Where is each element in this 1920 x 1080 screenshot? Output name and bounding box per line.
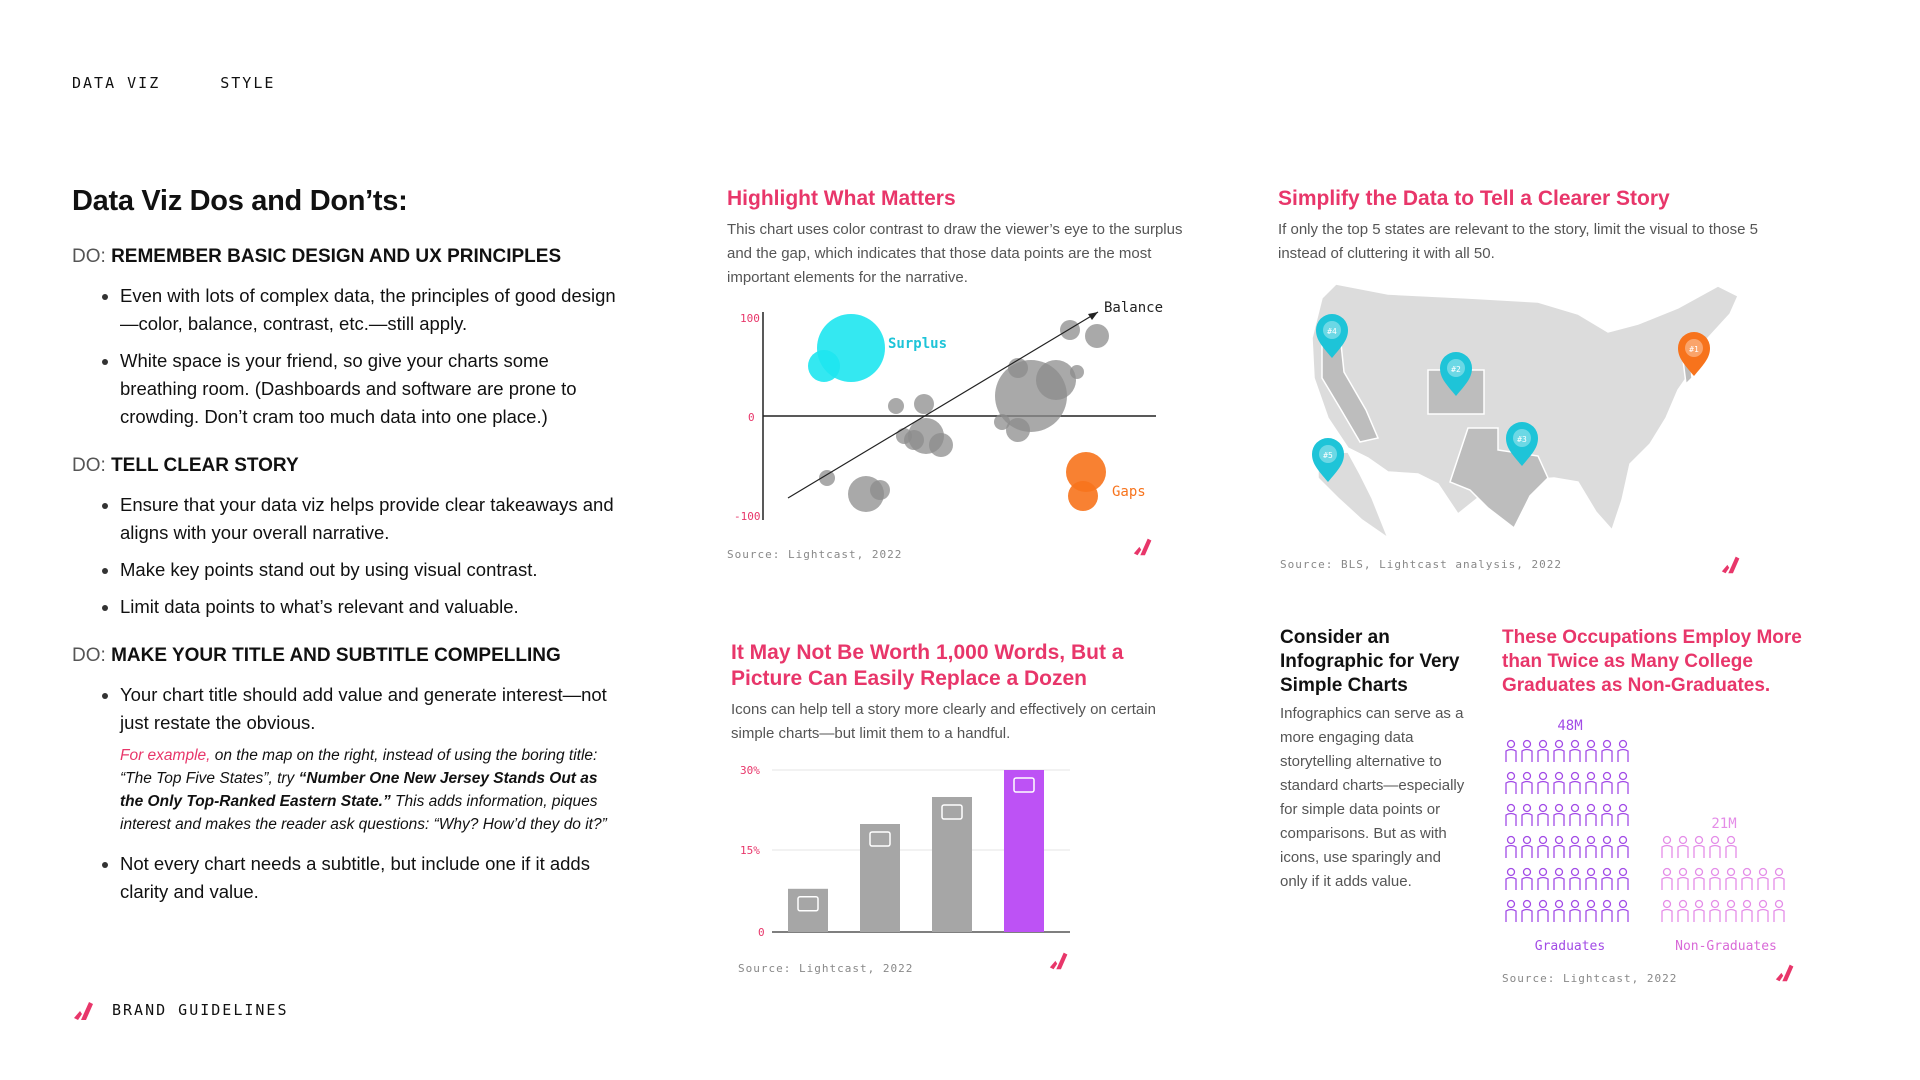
person-icon [1570,773,1580,795]
person-icon [1506,901,1516,923]
person-icon [1570,837,1580,859]
person-icon [1726,901,1736,923]
person-icon [1710,869,1720,891]
person-icon [1662,837,1672,859]
person-icon [1618,901,1628,923]
brand-logo-icon [1048,948,1072,972]
person-icon [1538,773,1548,795]
source-text: Source: BLS, Lightcast analysis, 2022 [1280,558,1563,571]
bullet-item: Ensure that your data viz helps provide clear takeaways and aligns with your overall narrative. [102,491,622,547]
person-icon [1538,837,1548,859]
section-title [72,645,622,906]
person-icon [1570,805,1580,827]
person-icon [1602,773,1612,795]
person-icon [1570,869,1580,891]
footer [72,998,289,1022]
person-icon [1774,869,1784,891]
value-label-non-graduates: 21M [1711,816,1737,832]
data-point [1070,365,1084,379]
person-icon [1678,869,1688,891]
person-icon [1570,741,1580,763]
person-icon [1522,837,1532,859]
person-icon [1554,901,1564,923]
data-point [914,394,934,414]
person-icon [1618,869,1628,891]
person-icon [1694,837,1704,859]
person-icon [1522,741,1532,763]
surplus-label: Surplus [888,336,948,352]
pin-label: #2 [1451,365,1461,374]
person-icon [1586,837,1596,859]
bullet-item: Your chart title should add value and generate interest—not just restate the obvious. [102,681,622,737]
example-lead: For example, [120,747,211,764]
pin-label: #4 [1327,327,1337,336]
y-tick: 30% [740,764,760,777]
bars [788,770,1044,932]
do-label: DO: [72,246,106,267]
card-title: These Occupations Employ More than Twice as Many College Graduates as Non-Graduates. [1502,627,1802,696]
data-point [1008,358,1028,378]
do-label: DO: [72,455,106,476]
person-icon [1506,741,1516,763]
page-title: Data Viz Dos and Don’ts: [72,185,408,217]
person-icon [1554,837,1564,859]
data-point [929,433,953,457]
brand-logo-icon [1720,552,1744,576]
data-point [888,398,904,414]
person-icon [1506,837,1516,859]
person-icon [1726,837,1736,859]
person-icon [1538,741,1548,763]
card-description: Icons can help tell a story more clearly and effectively on certain simple charts—but limit them to a handful. [731,701,1156,742]
card-simplify [1278,186,1778,266]
balance-label: Balance [1104,300,1164,316]
gap-point [1068,481,1098,511]
person-icon [1602,869,1612,891]
heading-text: TELL CLEAR STORY [111,455,299,476]
card-description: If only the top 5 states are relevant to the story, limit the visual to those 5 instead of cluttering it with all 50. [1278,221,1758,262]
bullet-list [102,282,622,431]
card-highlight [727,186,1197,290]
person-icon [1586,741,1596,763]
card-description: This chart uses color contrast to draw the viewer’s eye to the surplus and the gap, which indicates that those data points are the most important elements for the narrative. [727,221,1183,286]
person-icon [1602,805,1612,827]
graduates-icons [1506,741,1628,923]
person-icon [1554,773,1564,795]
card-description: Infographics can serve as a more engaging data storytelling alternative to standard charts—especially for simple data points or comparisons. But as with icons, use sparingly and only if it adds value. [1280,705,1465,890]
person-icon [1602,901,1612,923]
person-icon [1554,741,1564,763]
person-icon [1522,773,1532,795]
person-icon [1538,901,1548,923]
person-icon [1586,869,1596,891]
person-icon [1774,901,1784,923]
bullet-item: Not every chart needs a subtitle, but include one if it adds clarity and value. [102,850,622,906]
category-label: Graduates [1534,939,1606,954]
data-point [994,414,1010,430]
person-icon [1758,901,1768,923]
icon-bar-chart [730,756,1080,946]
heading-text: MAKE YOUR TITLE AND SUBTITLE COMPELLING [111,645,561,666]
person-icon [1538,805,1548,827]
person-icon [1678,837,1688,859]
person-icon [1554,869,1564,891]
y-tick: 0 [758,926,765,939]
bullet-item: White space is your friend, so give your charts some breathing room. (Dashboards and software are prone to crowding. Don’t cram too much data into one place.) [102,347,622,431]
person-icon [1694,869,1704,891]
section-heading [72,455,622,477]
pin-label: #3 [1517,435,1527,444]
trend-arrow [1088,312,1098,320]
pin-label: #5 [1323,451,1333,460]
person-icon [1618,805,1628,827]
card-occupations [1502,626,1822,698]
bar-train [932,797,972,932]
data-point [1060,320,1080,340]
person-icon [1602,837,1612,859]
person-icon [1618,773,1628,795]
person-icon [1506,869,1516,891]
example-text [120,744,622,836]
surplus-point [808,350,840,382]
person-icon [1586,805,1596,827]
section-story [72,455,622,621]
scatter-chart [720,290,1180,530]
do-label: DO: [72,645,106,666]
person-icon [1506,773,1516,795]
brand-logo-icon [72,998,98,1022]
card-title: Highlight What Matters [727,187,956,210]
person-icon [1726,869,1736,891]
top-nav [72,74,275,92]
bar-truck [1004,770,1044,932]
person-icon [1678,901,1688,923]
nav-item-style[interactable]: STYLE [220,74,276,92]
pin-label: #1 [1689,345,1699,354]
value-label-graduates: 48M [1557,718,1583,734]
nav-item-data-viz[interactable]: DATA VIZ [72,74,161,92]
person-icon [1742,901,1752,923]
person-icon [1586,773,1596,795]
person-icon [1662,869,1672,891]
person-icon [1742,869,1752,891]
y-tick: 15% [740,844,760,857]
footer-label: BRAND GUIDELINES [112,1001,289,1019]
people-infographic [1498,712,1808,962]
person-icon [1662,901,1672,923]
person-icon [1506,805,1516,827]
bullet-list [102,681,622,737]
section-heading [72,246,622,268]
card-infographic-text [1280,626,1470,894]
non-graduates-icons [1662,837,1784,923]
person-icon [1554,805,1564,827]
data-point [896,428,912,444]
person-icon [1522,901,1532,923]
bullet-item: Make key points stand out by using visual contrast. [102,556,622,584]
person-icon [1694,901,1704,923]
bullet-item: Limit data points to what’s relevant and valuable. [102,593,622,621]
example-part2: This adds information, piques interest and makes the reader ask questions: “Why? How’d they do it?” [120,793,607,833]
brand-logo-icon [1132,534,1156,558]
y-tick: -100 [734,510,761,523]
category-label: Non-Graduates [1675,939,1777,954]
source-text: Source: Lightcast, 2022 [1502,972,1678,985]
person-icon [1758,869,1768,891]
left-column [72,185,622,930]
person-icon [1522,869,1532,891]
person-icon [1618,741,1628,763]
source-text: Source: Lightcast, 2022 [738,962,914,975]
data-point [1036,360,1076,400]
card-title: It May Not Be Worth 1,000 Words, But a Picture Can Easily Replace a Dozen [731,641,1124,690]
gaps-label: Gaps [1112,484,1146,500]
person-icon [1570,901,1580,923]
section-heading [72,645,622,667]
us-map [1278,268,1758,548]
person-icon [1538,869,1548,891]
person-icon [1602,741,1612,763]
bar-ship [860,824,900,932]
section-design [72,246,622,431]
y-tick: 0 [748,411,755,424]
bullet-list [102,491,622,621]
heading-text: REMEMBER BASIC DESIGN AND UX PRINCIPLES [111,246,562,267]
source-text: Source: Lightcast, 2022 [727,548,903,561]
example-part1: on the map on the right, instead of using the boring title: “The Top Five States”, try [120,747,598,787]
example-bold: “Number One New Jersey Stands Out as the Only Top-Ranked Eastern State.” [120,770,598,810]
person-icon [1618,837,1628,859]
y-tick: 100 [740,312,760,325]
card-title: Simplify the Data to Tell a Clearer Story [1278,187,1670,210]
card-picture [731,640,1161,746]
person-icon [1586,901,1596,923]
data-point [1085,324,1109,348]
data-point [870,480,890,500]
person-icon [1710,901,1720,923]
bullet-list [102,850,622,906]
brand-logo-icon [1774,960,1798,984]
person-icon [1710,837,1720,859]
card-title: Consider an Infographic for Very Simple Charts [1280,627,1460,696]
person-icon [1522,805,1532,827]
bullet-item: Even with lots of complex data, the principles of good design—color, balance, contrast, etc.—still apply. [102,282,622,338]
